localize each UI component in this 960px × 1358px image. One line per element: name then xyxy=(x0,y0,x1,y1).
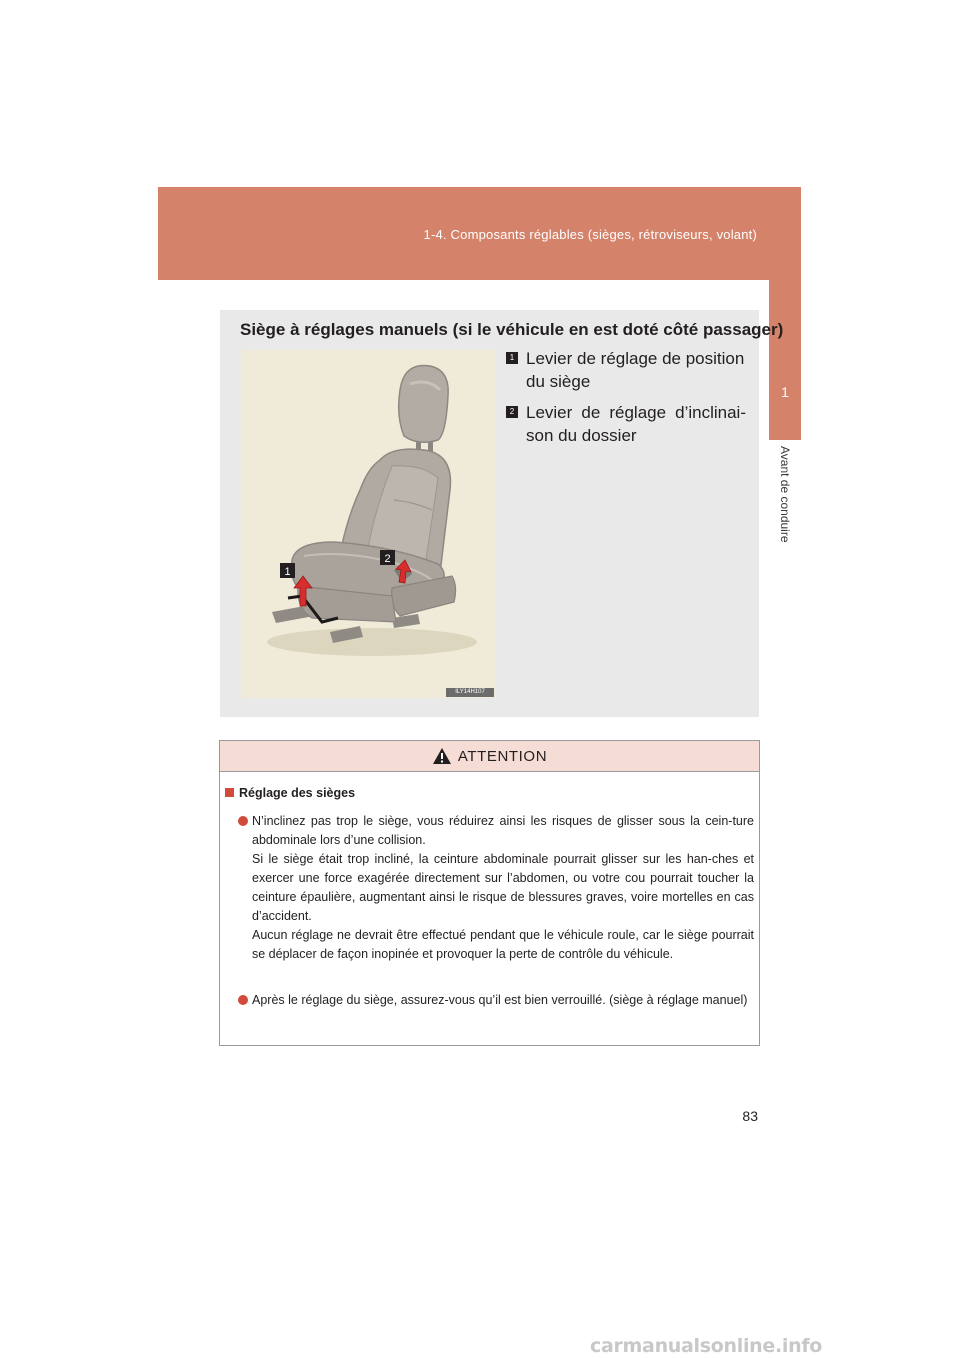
callout-2: 2 xyxy=(384,553,391,565)
caution-subheading xyxy=(225,786,355,800)
legend-marker-2: 2 xyxy=(506,406,518,418)
bullet-1-para-3: Aucun réglage ne devrait être effectué pendant que le véhicule roule, car le siège pourrait se déplacer de façon inopinée et provoquer la perte de contrôle du véhicule. xyxy=(252,928,754,961)
image-code: ILY14H107 xyxy=(446,688,494,697)
square-bullet-icon xyxy=(225,788,234,797)
legend-text-1-line1: Levier de réglage de position xyxy=(526,349,745,368)
header-band xyxy=(158,187,801,280)
caution-subheading-text: Réglage des sièges xyxy=(239,786,356,800)
legend-text-1-line2: du siège xyxy=(526,372,591,391)
chapter-tab xyxy=(769,280,801,440)
panel-title: Siège à réglages manuels (si le véhicule en est doté côté passager) xyxy=(240,320,784,339)
watermark: carmanualsonline.info xyxy=(590,1335,823,1357)
legend-item-2 xyxy=(506,401,746,447)
seat-info-panel xyxy=(220,310,784,717)
legend xyxy=(506,347,746,455)
legend-item-1 xyxy=(506,347,746,393)
chapter-number: 1 xyxy=(781,384,789,400)
warning-triangle-icon xyxy=(432,747,452,765)
legend-marker-1: 1 xyxy=(506,352,518,364)
callout-1: 1 xyxy=(284,566,291,578)
legend-text-2-line2: son du dossier xyxy=(526,426,637,445)
legend-text-2-line1: Levier de réglage d’inclinai- xyxy=(526,403,746,422)
bullet-1-para-1: N’inclinez pas trop le siège, vous réduirez ainsi les risques de glisser sous la cein-ture abdominale lors d’une collision. xyxy=(252,814,754,847)
caution-title: ATTENTION xyxy=(457,748,548,765)
chapter-label xyxy=(770,446,800,576)
seat-illustration xyxy=(242,350,495,698)
legend-text-2 xyxy=(526,401,746,447)
caution-bullet-2 xyxy=(238,991,754,1010)
page-number: 83 xyxy=(742,1108,758,1124)
legend-text-1 xyxy=(526,347,746,393)
caution-bullet-1 xyxy=(238,812,754,964)
bullet-1-para-2: Si le siège était trop incliné, la ceinture abdominale pourrait glisser sur les han-ches et exercer une force exagérée directement sur l’abdomen, ou votre cou pourrait toucher la ceinture épaulière, augmentant ainsi le risque de blessures graves, voire mortelles en cas d’accident. xyxy=(252,852,754,923)
seat-drawing xyxy=(242,350,495,698)
bullet-dot-icon xyxy=(238,995,248,1005)
bullet-dot-icon xyxy=(238,816,248,826)
bullet-2-para-1: Après le réglage du siège, assurez-vous qu’il est bien verrouillé. (siège à réglage manuel) xyxy=(252,993,748,1007)
section-title: 1-4. Composants réglables (sièges, rétroviseurs, volant) xyxy=(423,227,757,242)
caution-header xyxy=(220,741,759,772)
caution-box xyxy=(219,740,760,1046)
chapter-label-text: Avant de conduire xyxy=(778,446,792,543)
